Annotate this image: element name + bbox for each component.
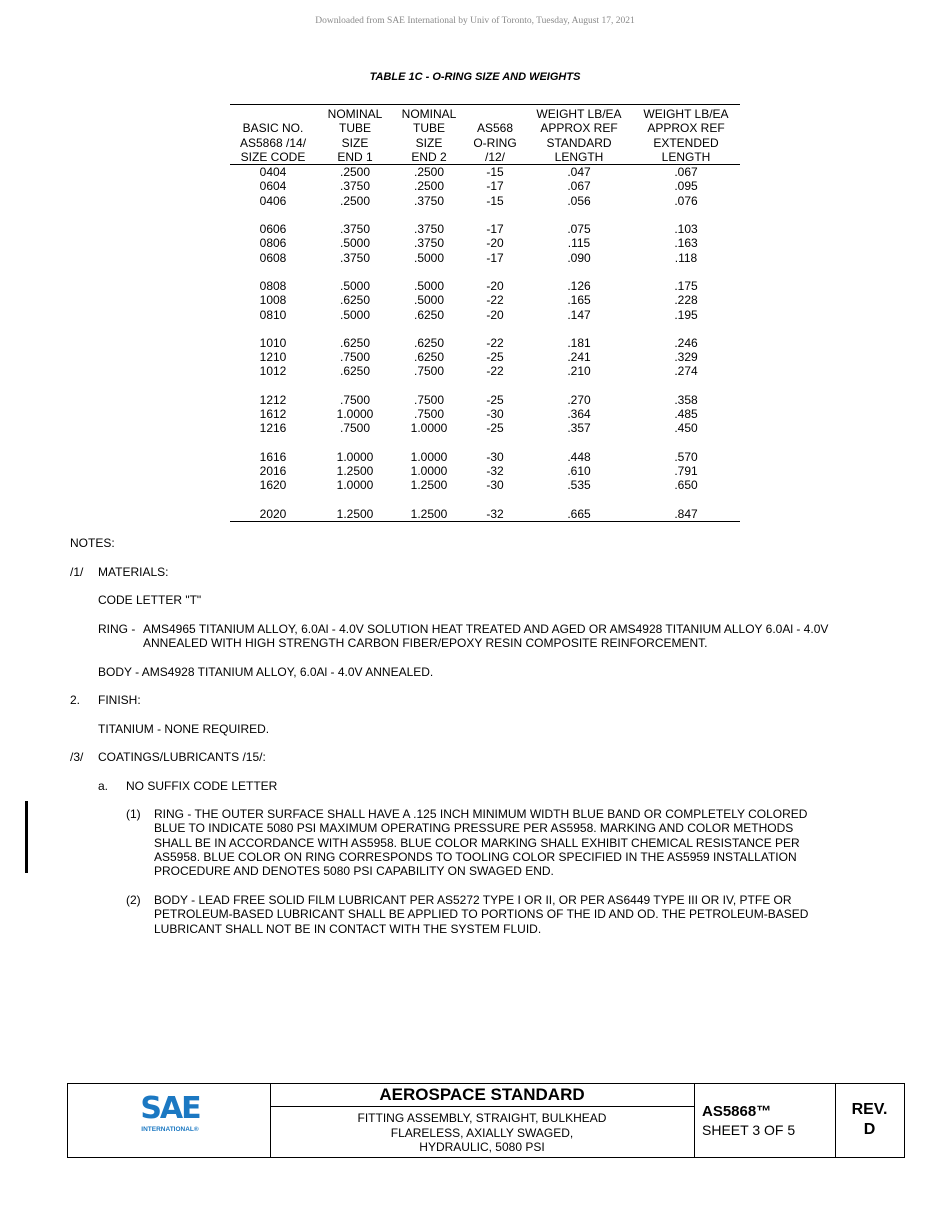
sub-a-text: NO SUFFIX CODE LETTER bbox=[126, 779, 278, 793]
table-cell: 1.0000 bbox=[410, 463, 448, 478]
note-1-title: MATERIALS: bbox=[98, 565, 169, 579]
column-header-line: NOMINAL bbox=[401, 107, 457, 121]
table-cell: 1.2500 bbox=[410, 478, 448, 493]
column-header bbox=[526, 105, 632, 165]
table-cell: .090 bbox=[567, 250, 591, 265]
download-notice: Downloaded from SAE International by Univ of Toronto, Tuesday, August 17, 2021 bbox=[315, 16, 635, 26]
table-cell: 1.2500 bbox=[336, 463, 374, 478]
column-header-line: TUBE bbox=[338, 121, 371, 136]
para-1-line: PROCEDURE AND DENOTES 5080 PSI CAPABILITY ON SWAGED END. bbox=[154, 864, 554, 879]
subtitle-line: FLARELESS, AXIALLY SWAGED, bbox=[390, 1125, 574, 1140]
column-header bbox=[316, 105, 394, 165]
table-row bbox=[230, 194, 740, 208]
table-row bbox=[230, 364, 740, 378]
table-row bbox=[230, 393, 740, 407]
column-header-line: LENGTH bbox=[554, 149, 604, 164]
table-row bbox=[230, 336, 740, 350]
table-cell: 0604 bbox=[259, 179, 287, 194]
table-cell: 1620 bbox=[259, 478, 287, 493]
group-spacer bbox=[230, 436, 740, 450]
table-cell: 1.2500 bbox=[316, 507, 394, 522]
table-cell: -32 bbox=[464, 507, 526, 522]
table-cell: 0406 bbox=[259, 193, 287, 208]
table-cell: -25 bbox=[486, 392, 504, 407]
sae-logo-letters: SAE bbox=[140, 1091, 200, 1126]
table-cell: 1008 bbox=[259, 293, 287, 308]
table-cell: .115 bbox=[567, 236, 591, 251]
table-cell: 1.0000 bbox=[410, 421, 448, 436]
table-cell: .3750 bbox=[413, 193, 445, 208]
table-cell: .364 bbox=[567, 407, 591, 422]
table-cell: -20 bbox=[486, 307, 504, 322]
table-row bbox=[230, 450, 740, 464]
table-cell: -30 bbox=[486, 407, 504, 422]
table-cell: 1.0000 bbox=[336, 478, 374, 493]
table-cell: .5000 bbox=[339, 236, 371, 251]
column-header bbox=[394, 105, 464, 165]
table-cell: .2500 bbox=[339, 193, 371, 208]
group-spacer bbox=[230, 265, 740, 279]
column-header-line: SIZE bbox=[341, 135, 369, 150]
table-cell: -15 bbox=[486, 165, 504, 180]
column-header-line: BASIC NO. bbox=[242, 121, 304, 136]
table-cell: .5000 bbox=[413, 278, 445, 293]
table-title: TABLE 1C - O-RING SIZE AND WEIGHTS bbox=[369, 71, 581, 83]
table-cell: .5000 bbox=[339, 307, 371, 322]
code-letter: CODE LETTER "T" bbox=[98, 593, 202, 607]
table-cell: .095 bbox=[674, 179, 698, 194]
table-cell: .126 bbox=[567, 278, 591, 293]
column-header-line: LENGTH bbox=[661, 149, 711, 164]
rev-value: D bbox=[863, 1121, 876, 1138]
column-header-line: APPROX REF bbox=[540, 121, 618, 136]
group-spacer bbox=[230, 493, 740, 507]
subtitle-line: FITTING ASSEMBLY, STRAIGHT, BULKHEAD bbox=[357, 1111, 607, 1125]
table-row bbox=[230, 279, 740, 293]
table-cell: 1010 bbox=[259, 335, 287, 350]
table-row bbox=[230, 308, 740, 322]
table-cell: 2020 bbox=[230, 507, 316, 522]
table-header-row bbox=[230, 105, 740, 165]
para-2-line: BODY - LEAD FREE SOLID FILM LUBRICANT PER AS5272 TYPE I OR II, OR PER AS6449 TYPE III OR IV, PTFE OR bbox=[154, 893, 792, 907]
table-row bbox=[230, 251, 740, 265]
table-cell: -25 bbox=[486, 350, 504, 365]
table-cell: .7500 bbox=[339, 421, 371, 436]
group-spacer bbox=[230, 208, 740, 222]
subtitle-line: HYDRAULIC, 5080 PSI bbox=[419, 1140, 545, 1154]
table-cell: 1.0000 bbox=[336, 449, 374, 464]
table-cell: .535 bbox=[567, 478, 591, 493]
table-cell: .2500 bbox=[339, 165, 371, 180]
column-header-line: EXTENDED bbox=[653, 135, 719, 150]
column-header bbox=[464, 105, 526, 165]
table-cell: .358 bbox=[674, 392, 698, 407]
table-cell: .2500 bbox=[413, 165, 445, 180]
para-1-text bbox=[154, 807, 807, 878]
table-cell: .181 bbox=[567, 335, 591, 350]
column-header-line: AS568 bbox=[476, 121, 514, 136]
revision-bar bbox=[25, 801, 28, 873]
group-spacer bbox=[230, 322, 740, 336]
group-spacer bbox=[230, 379, 740, 393]
table-row bbox=[230, 464, 740, 478]
table-cell: .357 bbox=[567, 421, 591, 436]
table-row bbox=[230, 222, 740, 236]
table-cell: .075 bbox=[567, 222, 591, 237]
table-cell: .147 bbox=[567, 307, 591, 322]
rev-label: REV. bbox=[851, 1101, 888, 1118]
column-header-line: WEIGHT LB/EA bbox=[643, 107, 729, 121]
ring-label: RING - bbox=[98, 622, 136, 636]
table-cell: .5000 bbox=[339, 278, 371, 293]
table-cell: -20 bbox=[486, 278, 504, 293]
table-cell: .165 bbox=[567, 293, 591, 308]
column-header-line: AS5868 /14/ bbox=[239, 135, 307, 150]
table-cell: 0808 bbox=[259, 278, 287, 293]
table-cell: -17 bbox=[486, 179, 504, 194]
table-cell: -22 bbox=[486, 364, 504, 379]
doc-number-cell bbox=[694, 1084, 836, 1157]
ring-line-1: AMS4965 TITANIUM ALLOY, 6.0Al - 4.0V SOLUTION HEAT TREATED AND AGED OR AMS4928 TITANIUM ALLOY 6.0Al - 4.0V bbox=[143, 622, 829, 636]
table-cell: .6250 bbox=[413, 350, 445, 365]
table-cell: .847 bbox=[632, 507, 740, 522]
table-cell: 0810 bbox=[259, 307, 287, 322]
table-row bbox=[230, 350, 740, 364]
table-cell: 0404 bbox=[259, 165, 287, 180]
column-header-line: WEIGHT LB/EA bbox=[536, 107, 622, 121]
table-row bbox=[230, 165, 740, 180]
table-row bbox=[230, 236, 740, 250]
table-cell: .450 bbox=[674, 421, 698, 436]
table-cell: .3750 bbox=[413, 236, 445, 251]
para-2-number: (2) bbox=[126, 893, 141, 907]
sae-logo-word: INTERNATIONAL bbox=[141, 1126, 194, 1133]
sae-logo-subtitle bbox=[138, 1126, 202, 1133]
table-cell: .6250 bbox=[339, 293, 371, 308]
table-cell: .241 bbox=[567, 350, 591, 365]
column-header-line: END 2 bbox=[411, 149, 447, 164]
table-cell: -20 bbox=[486, 236, 504, 251]
sae-logo bbox=[138, 1091, 202, 1133]
note-1-number: /1/ bbox=[70, 565, 84, 579]
table-cell: 1212 bbox=[259, 392, 287, 407]
title-block bbox=[67, 1083, 905, 1158]
para-1-line: BLUE TO INDICATE 5080 PSI MAXIMUM OPERATING PRESSURE PER AS5958. MARKING AND COLOR METHODS bbox=[154, 821, 794, 836]
oring-table bbox=[230, 104, 740, 522]
para-1-line: RING - THE OUTER SURFACE SHALL HAVE A .125 INCH MINIMUM WIDTH BLUE BAND OR COMPLETELY COLORED bbox=[154, 807, 808, 821]
table-cell: .485 bbox=[674, 407, 698, 422]
table-cell: .175 bbox=[674, 278, 698, 293]
table-cell: 1012 bbox=[259, 364, 287, 379]
table-cell: .5000 bbox=[413, 250, 445, 265]
table-cell: 0806 bbox=[259, 236, 287, 251]
body-material: BODY - AMS4928 TITANIUM ALLOY, 6.0Al - 4.0V ANNEALED. bbox=[98, 665, 434, 679]
table-cell: .2500 bbox=[413, 179, 445, 194]
table-row bbox=[230, 407, 740, 421]
para-1-line: SHALL BE IN ACCORDANCE WITH AS5958. BLUE COLOR MARKING SHALL EXHIBIT CHEMICAL RESISTANCE PER bbox=[154, 835, 800, 850]
table-cell: 0608 bbox=[259, 250, 287, 265]
table-cell: .3750 bbox=[413, 222, 445, 237]
title-cell bbox=[270, 1084, 695, 1157]
table-row bbox=[230, 293, 740, 307]
table-cell: .270 bbox=[567, 392, 591, 407]
column-header-line: SIZE CODE bbox=[240, 149, 306, 164]
table-cell: .103 bbox=[674, 222, 698, 237]
table-cell: .570 bbox=[674, 449, 698, 464]
table-cell: -22 bbox=[486, 293, 504, 308]
table-cell: .7500 bbox=[413, 364, 445, 379]
column-header-line: /12/ bbox=[484, 149, 505, 164]
table-cell: -25 bbox=[486, 421, 504, 436]
column-header-line: APPROX REF bbox=[647, 121, 725, 136]
table-cell: .067 bbox=[567, 179, 591, 194]
table-cell: .3750 bbox=[339, 222, 371, 237]
table-cell: .3750 bbox=[339, 250, 371, 265]
table-cell: .7500 bbox=[413, 407, 445, 422]
column-header-line: SIZE bbox=[415, 135, 443, 150]
table-cell: 1616 bbox=[259, 449, 287, 464]
table-cell: .076 bbox=[674, 193, 698, 208]
table-cell: -30 bbox=[486, 449, 504, 464]
table-cell: -15 bbox=[486, 193, 504, 208]
para-2-line: PETROLEUM-BASED LUBRICANT SHALL BE APPLIED TO PORTIONS OF THE ID AND OD. THE PETROLEUM-BASED bbox=[154, 907, 809, 922]
column-header-line: END 1 bbox=[337, 149, 373, 164]
note-3-title: COATINGS/LUBRICANTS /15/: bbox=[98, 750, 266, 764]
table-cell: .274 bbox=[674, 364, 698, 379]
table-cell: -32 bbox=[486, 463, 504, 478]
column-header-line: TUBE bbox=[412, 121, 445, 136]
note-2-title: FINISH: bbox=[98, 693, 141, 707]
table-cell: .6250 bbox=[339, 364, 371, 379]
para-1-number: (1) bbox=[126, 807, 141, 821]
column-header-line: NOMINAL bbox=[327, 107, 383, 121]
table-cell: .228 bbox=[674, 293, 698, 308]
standard-subtitle bbox=[270, 1107, 694, 1155]
revision-cell bbox=[835, 1084, 904, 1157]
note-3-number: /3/ bbox=[70, 750, 84, 764]
table-cell: 1.0000 bbox=[410, 449, 448, 464]
ring-line-2: ANNEALED WITH HIGH STRENGTH CARBON FIBER/EPOXY RESIN COMPOSITE REINFORCEMENT. bbox=[143, 636, 708, 650]
table-cell: .791 bbox=[674, 463, 698, 478]
column-header bbox=[632, 105, 740, 165]
column-header-line: STANDARD bbox=[546, 135, 612, 150]
para-2-text bbox=[154, 893, 808, 936]
table-cell: .6250 bbox=[413, 335, 445, 350]
column-header bbox=[230, 105, 316, 165]
sheet-number: SHEET 3 OF 5 bbox=[702, 1122, 796, 1138]
table-cell: .5000 bbox=[413, 293, 445, 308]
table-cell: 1210 bbox=[259, 350, 287, 365]
table-cell: .665 bbox=[526, 507, 632, 522]
registered-mark: ® bbox=[193, 1126, 199, 1133]
finish-text: TITANIUM - NONE REQUIRED. bbox=[98, 722, 270, 736]
column-header-line: O-RING bbox=[473, 135, 517, 150]
table-row bbox=[230, 507, 740, 522]
note-2-number: 2. bbox=[70, 693, 81, 707]
sub-a-label: a. bbox=[98, 779, 109, 793]
para-2-line: LUBRICANT SHALL NOT BE IN CONTACT WITH THE SYSTEM FLUID. bbox=[154, 921, 542, 936]
para-1-line: AS5958. BLUE COLOR ON RING CORRESPONDS TO TOOLING COLOR SPECIFIED IN THE AS5959 INSTALLATION bbox=[154, 849, 797, 864]
table-cell: .7500 bbox=[413, 392, 445, 407]
table-cell: .3750 bbox=[339, 179, 371, 194]
table-cell: .056 bbox=[567, 193, 591, 208]
table-cell: .118 bbox=[674, 250, 698, 265]
logo-cell bbox=[68, 1084, 271, 1157]
table-row bbox=[230, 179, 740, 193]
table-cell: 1.2500 bbox=[394, 507, 464, 522]
table-cell: .6250 bbox=[339, 335, 371, 350]
table-body bbox=[230, 165, 740, 522]
table-cell: .7500 bbox=[339, 350, 371, 365]
table-cell: 2016 bbox=[259, 463, 287, 478]
table-cell: 1216 bbox=[259, 421, 287, 436]
table-cell: .650 bbox=[674, 478, 698, 493]
table-cell: .610 bbox=[567, 463, 591, 478]
table-cell: .047 bbox=[567, 165, 591, 180]
table-cell: .210 bbox=[567, 364, 591, 379]
table-cell: .195 bbox=[674, 307, 698, 322]
table-cell: 1.0000 bbox=[336, 407, 374, 422]
standard-title: AEROSPACE STANDARD bbox=[270, 1084, 694, 1107]
table-cell: .329 bbox=[674, 350, 698, 365]
table-cell: 1612 bbox=[259, 407, 287, 422]
table-cell: -30 bbox=[486, 478, 504, 493]
table-row bbox=[230, 478, 740, 492]
table-cell: 0606 bbox=[259, 222, 287, 237]
table-cell: .6250 bbox=[413, 307, 445, 322]
table-row bbox=[230, 421, 740, 435]
doc-number: AS5868™ bbox=[702, 1103, 772, 1120]
table-cell: .067 bbox=[674, 165, 698, 180]
table-cell: -17 bbox=[486, 222, 504, 237]
table-cell: .7500 bbox=[339, 392, 371, 407]
table-cell: -22 bbox=[486, 335, 504, 350]
table-cell: .448 bbox=[567, 449, 591, 464]
table-cell: -17 bbox=[486, 250, 504, 265]
table-cell: .246 bbox=[674, 335, 698, 350]
notes-heading: NOTES: bbox=[70, 536, 115, 550]
table-cell: .163 bbox=[674, 236, 698, 251]
